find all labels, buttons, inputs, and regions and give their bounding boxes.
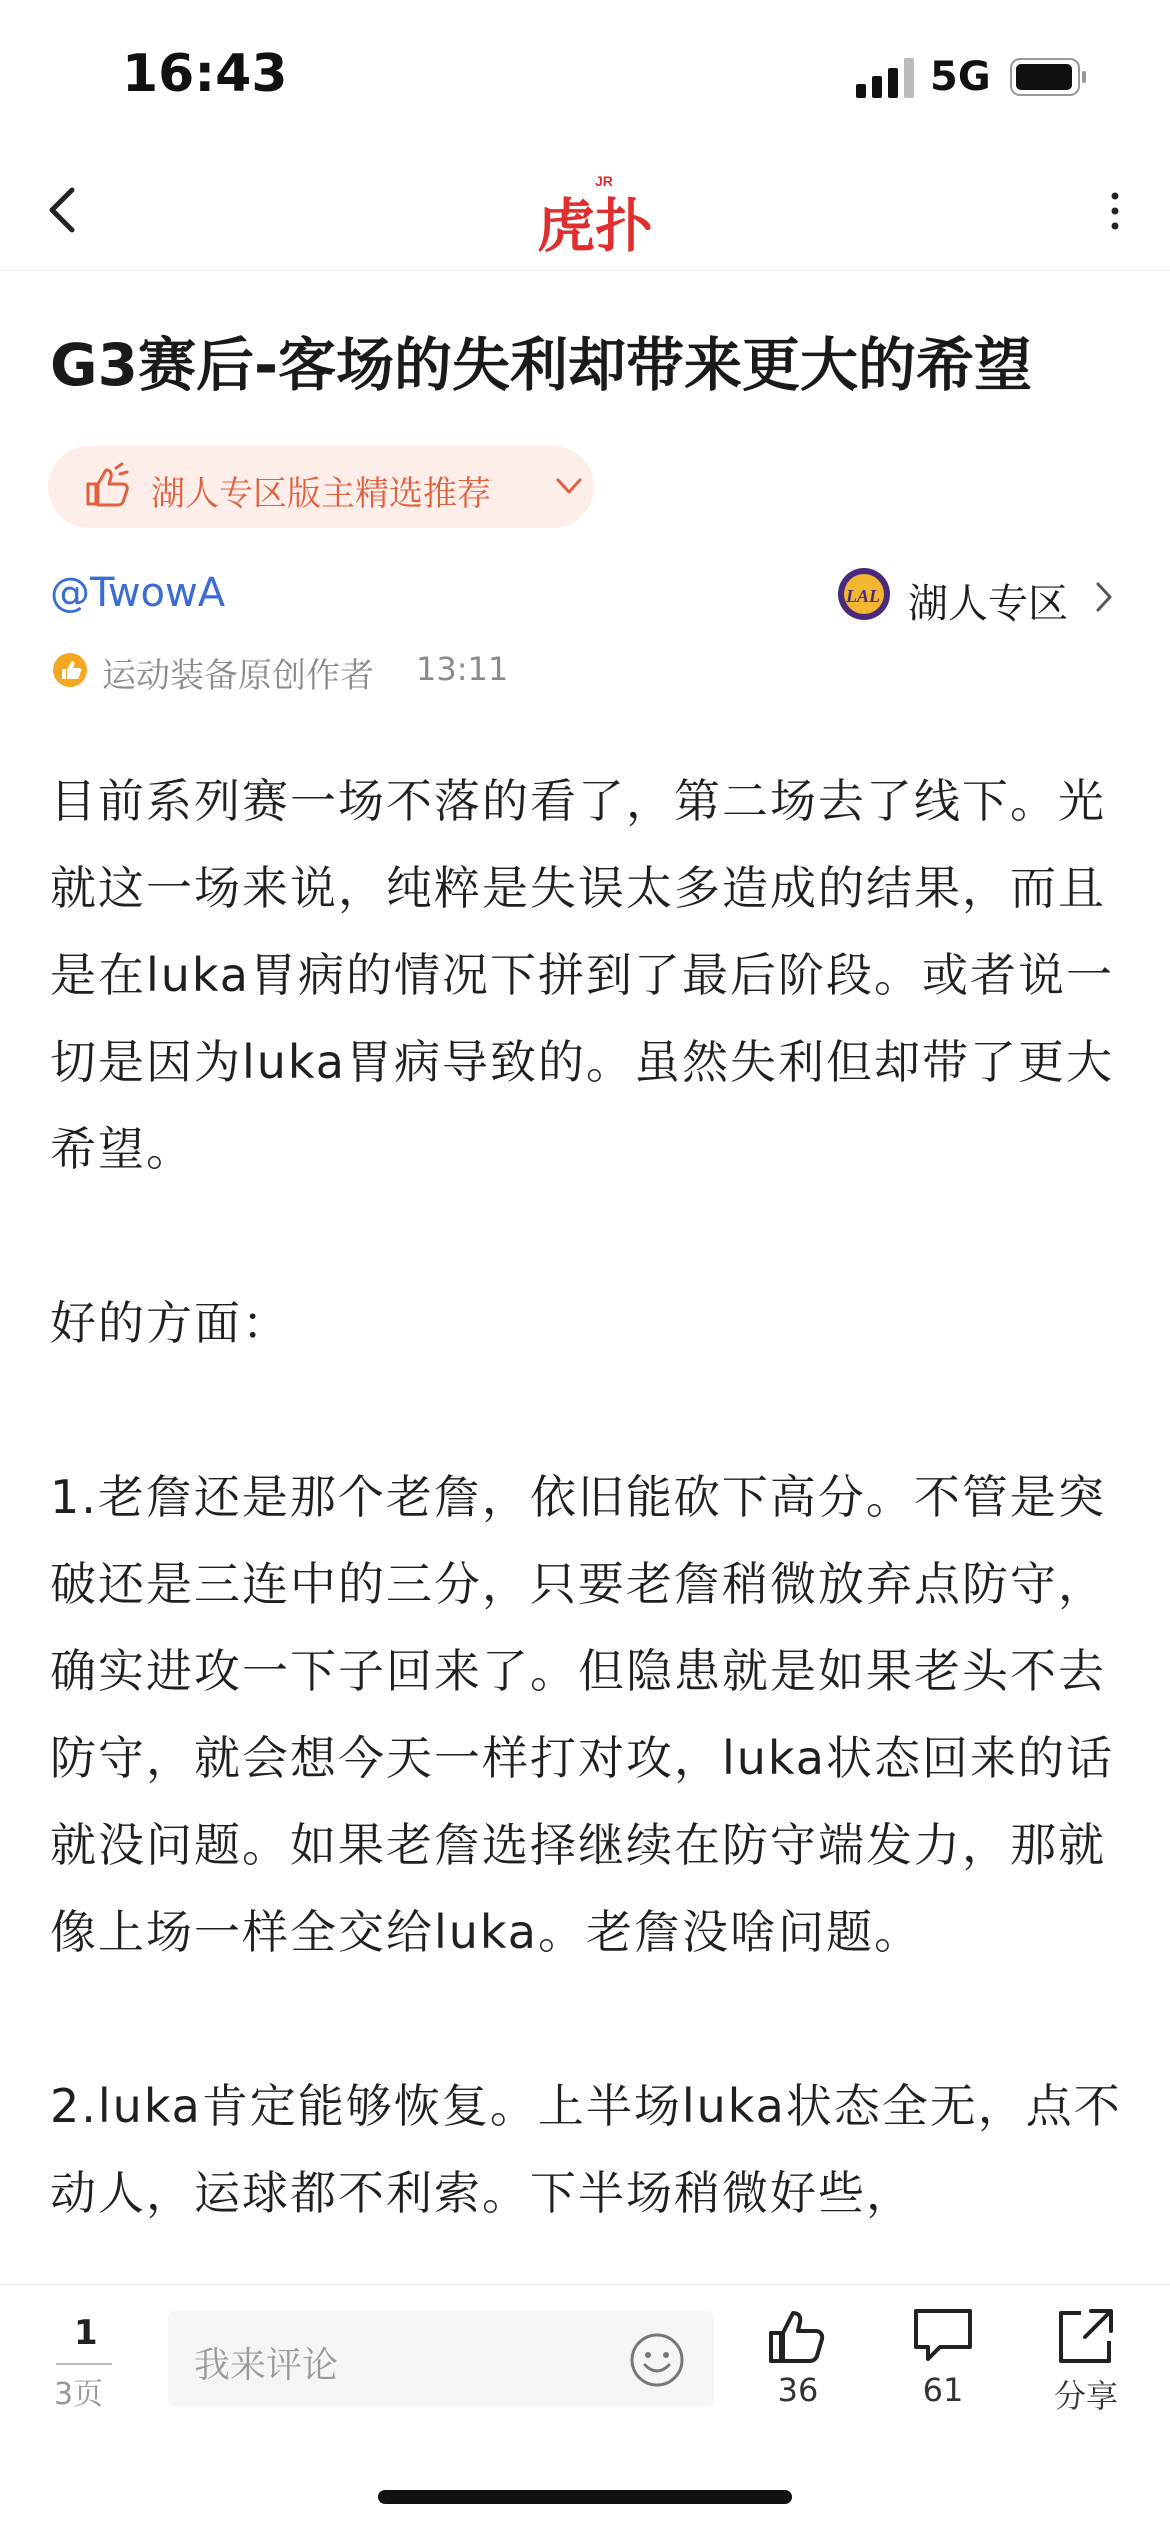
page-divider: [56, 2363, 112, 2365]
paragraph: 目前系列赛一场不落的看了，第二场去了线下。光就这一场来说，纯粹是失误太多造成的结果，而且是在luka胃病的情况下拼到了最后阶段。或者说一切是因为luka胃病导致的。虽然失利但却带了更大希望。: [50, 774, 1114, 1176]
home-indicator[interactable]: [378, 2490, 792, 2504]
emoji-icon[interactable]: [628, 2331, 686, 2389]
nav-bar: [0, 150, 1170, 271]
page-current: 1: [74, 2313, 98, 2353]
page-total: 3页: [54, 2377, 104, 2412]
zone-link[interactable]: [836, 566, 1136, 626]
post-time: 13:11: [416, 650, 509, 688]
thumbs-up-icon: [765, 2305, 831, 2367]
signal-icon: [856, 58, 916, 98]
like-button[interactable]: [748, 2305, 848, 2425]
comment-button[interactable]: [893, 2305, 993, 2425]
post-title: G3赛后-客场的失利却带来更大的希望: [50, 331, 1033, 399]
share-button[interactable]: [1036, 2305, 1136, 2425]
network-label: 5G: [930, 54, 991, 100]
badge-label: 湖人专区版主精选推荐: [151, 474, 491, 514]
status-time: 16:43: [122, 44, 288, 104]
status-bar: [0, 0, 1170, 150]
battery-icon: [1010, 58, 1088, 96]
thumbs-up-badge-icon: [82, 462, 132, 512]
recommend-badge[interactable]: [48, 446, 594, 528]
comment-placeholder: 我来评论: [194, 2345, 339, 2386]
chevron-right-icon: [1092, 580, 1116, 614]
comment-input[interactable]: [168, 2311, 714, 2407]
chevron-down-icon: [554, 474, 584, 498]
svg-text:JR: JR: [595, 173, 613, 189]
comment-icon: [910, 2305, 976, 2367]
paragraph: 2.luka肯定能够恢复。上半场luka状态全无，点不动人，运球都不利索。下半场稍微好些，: [50, 2079, 1122, 2220]
share-label: 分享: [1053, 2377, 1118, 2415]
author-role: 运动装备原创作者: [102, 656, 374, 696]
author-link[interactable]: @TwowA: [50, 570, 226, 616]
hupu-logo: [535, 168, 654, 260]
back-arrow-icon[interactable]: [40, 182, 90, 238]
creator-badge-icon: [52, 652, 88, 688]
lakers-logo-icon: [836, 566, 892, 622]
comment-count: 61: [922, 2371, 964, 2409]
paragraph: 1.老詹还是那个老詹，依旧能砍下高分。不管是突破还是三连中的三分，只要老詹稍微放弃点防守，确实进攻一下子回来了。但隐患就是如果老头不去防守，就会想今天一样打对攻，luka状态回来的话就没问题。如果老詹选择继续在防守端发力，那就像上场一样全交给luka。老詹没啥问题。: [50, 1470, 1114, 1959]
share-icon: [1053, 2305, 1119, 2367]
post-content: [50, 758, 1122, 2324]
zone-label: 湖人专区: [908, 581, 1068, 627]
like-count: 36: [777, 2371, 819, 2409]
svg-text:虎扑: 虎扑: [537, 192, 654, 260]
paragraph: 好的方面：: [50, 1296, 290, 1350]
more-options-icon[interactable]: [1100, 186, 1130, 236]
svg-text:LAL: LAL: [846, 586, 880, 606]
